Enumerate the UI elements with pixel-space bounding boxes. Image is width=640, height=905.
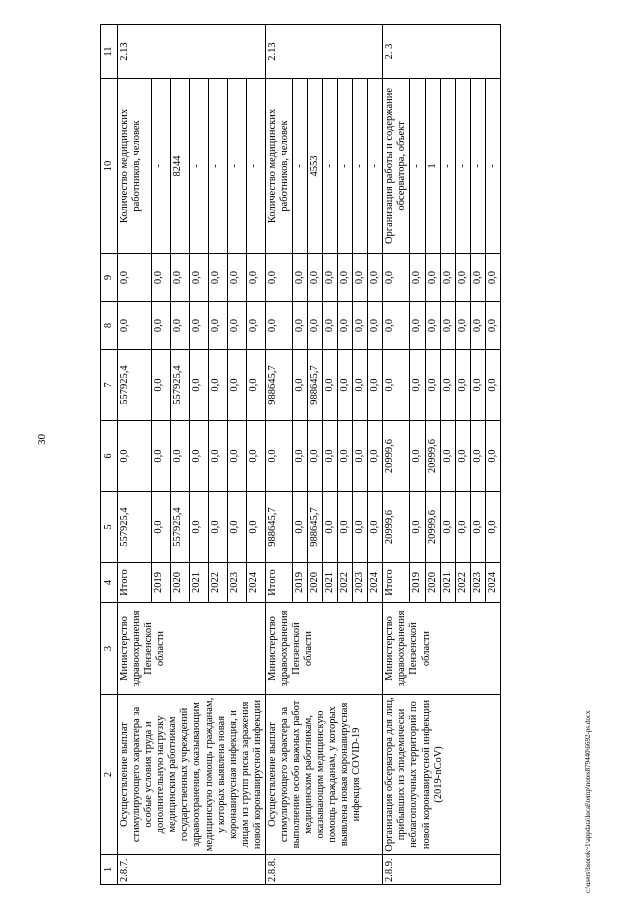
value-cell: 0,0	[485, 302, 500, 350]
measure-name-cell: Осуществление выплат стимулирующего характера за особые условия труда и дополнительную нагрузку медицинским работникам государственных учреждений здравоохранения, оказывающим медицинскую помощь гражданам, у которых выявлена новая коронавирусная инфекция, и лицам из групп риска заражения новой коронавирусной инфекции	[118, 695, 266, 855]
code-cell: 2.13	[118, 25, 266, 79]
value-cell: 0,0	[338, 254, 353, 302]
indicator-value-cell: -	[470, 79, 485, 254]
year-cell: 2022	[338, 563, 353, 603]
value-cell: 0,0	[410, 492, 425, 563]
value-cell: 0,0	[227, 350, 246, 421]
value-cell: 0,0	[152, 421, 171, 492]
indicator-value-cell: -	[368, 79, 383, 254]
indicator-value-cell: -	[246, 79, 265, 254]
total-cell: 0,0	[383, 302, 410, 350]
year-cell: 2024	[368, 563, 383, 603]
value-cell: 0,0	[368, 492, 383, 563]
row-id-cell: 2.8.8.	[265, 855, 383, 885]
value-cell: 0,0	[323, 302, 338, 350]
page-number: 30	[36, 434, 48, 445]
executor-cell: Министерство здравоохранения Пензенской области	[265, 603, 383, 695]
year-cell: 2019	[152, 563, 171, 603]
value-cell: 0,0	[227, 254, 246, 302]
value-cell: 0,0	[455, 492, 470, 563]
indicator-value-cell: -	[338, 79, 353, 254]
total-cell: 557925,4	[118, 492, 152, 563]
value-cell: 0,0	[470, 254, 485, 302]
value-cell: 0,0	[152, 254, 171, 302]
value-cell: 0,0	[152, 302, 171, 350]
executor-cell: Министерство здравоохранения Пензенской области	[383, 603, 501, 695]
measure-name-cell: Осуществление выплат стимулирующего характера за выполнение особо важных работ медицинским работникам, оказывающим медицинскую помощь гражданам, у которых выявлена новая коронавирусная инфекция COVID-19	[265, 695, 383, 855]
value-cell: 0,0	[485, 350, 500, 421]
indicator-value-cell: 8244	[171, 79, 190, 254]
year-cell: 2019	[292, 563, 307, 603]
table-wrapper	[100, 25, 580, 885]
value-cell: 0,0	[425, 350, 440, 421]
indicator-value-cell: 1	[425, 79, 440, 254]
indicator-value-cell: -	[190, 79, 209, 254]
year-cell: 2019	[410, 563, 425, 603]
value-cell: 0,0	[338, 492, 353, 563]
value-cell: 0,0	[353, 421, 368, 492]
value-cell: 0,0	[440, 421, 455, 492]
value-cell: 0,0	[190, 302, 209, 350]
value-cell: 0,0	[246, 350, 265, 421]
value-cell: 0,0	[208, 350, 227, 421]
col-num: 11	[101, 25, 118, 79]
value-cell: 0,0	[190, 254, 209, 302]
value-cell: 0,0	[246, 302, 265, 350]
year-cell: 2023	[353, 563, 368, 603]
total-cell: 20999,6	[383, 421, 410, 492]
col-num: 3	[101, 603, 118, 695]
indicator-value-cell: -	[152, 79, 171, 254]
value-cell: 0,0	[246, 492, 265, 563]
value-cell: 0,0	[470, 421, 485, 492]
total-cell: 0,0	[265, 421, 292, 492]
column-number-row	[101, 25, 118, 885]
value-cell: 0,0	[190, 492, 209, 563]
value-cell: 988645,7	[308, 492, 323, 563]
total-cell: 0,0	[265, 302, 292, 350]
value-cell: 0,0	[323, 492, 338, 563]
value-cell: 0,0	[246, 254, 265, 302]
value-cell: 0,0	[323, 254, 338, 302]
value-cell: 0,0	[152, 350, 171, 421]
value-cell: 0,0	[470, 302, 485, 350]
value-cell: 0,0	[338, 421, 353, 492]
year-cell: 2022	[455, 563, 470, 603]
value-cell: 0,0	[485, 421, 500, 492]
value-cell: 0,0	[470, 492, 485, 563]
row-id-cell: 2.8.9.	[383, 855, 501, 885]
total-cell: Итого	[118, 563, 152, 603]
row-id-cell: 2.8.7.	[118, 855, 266, 885]
value-cell: 0,0	[208, 492, 227, 563]
col-num: 4	[101, 563, 118, 603]
year-cell: 2024	[246, 563, 265, 603]
value-cell: 0,0	[455, 421, 470, 492]
indicator-value-cell: -	[455, 79, 470, 254]
value-cell: 0,0	[152, 492, 171, 563]
value-cell: 0,0	[292, 302, 307, 350]
code-cell: 2. 3	[383, 25, 501, 79]
year-cell: 2020	[171, 563, 190, 603]
value-cell: 0,0	[338, 350, 353, 421]
year-cell: 2021	[440, 563, 455, 603]
table-row	[383, 25, 410, 885]
table-row	[118, 25, 152, 885]
year-cell: 2020	[308, 563, 323, 603]
indicator-cell: Организация работы и содержание обсерватора, объект	[383, 79, 410, 254]
value-cell: 0,0	[323, 421, 338, 492]
value-cell: 20999,6	[425, 421, 440, 492]
indicator-cell: Количество медицинских работников, человек	[265, 79, 292, 254]
value-cell: 0,0	[292, 492, 307, 563]
value-cell: 0,0	[455, 350, 470, 421]
value-cell: 0,0	[190, 350, 209, 421]
total-cell: Итого	[383, 563, 410, 603]
col-num: 6	[101, 421, 118, 492]
table-row	[265, 25, 292, 885]
value-cell: 0,0	[353, 302, 368, 350]
value-cell: 0,0	[425, 254, 440, 302]
value-cell: 0,0	[308, 421, 323, 492]
value-cell: 0,0	[323, 350, 338, 421]
value-cell: 0,0	[410, 254, 425, 302]
total-cell: 0,0	[118, 302, 152, 350]
value-cell: 0,0	[425, 302, 440, 350]
total-cell: 988645,7	[265, 350, 292, 421]
total-cell: 20999,6	[383, 492, 410, 563]
value-cell: 0,0	[368, 421, 383, 492]
value-cell: 0,0	[227, 421, 246, 492]
value-cell: 0,0	[455, 254, 470, 302]
code-cell: 2.13	[265, 25, 383, 79]
value-cell: 988645,7	[308, 350, 323, 421]
indicator-value-cell: -	[440, 79, 455, 254]
footer-path: c:\users\bsorok~1\appdata\local\temp\notes879440\6692-ps.docx	[584, 710, 592, 893]
col-num: 8	[101, 302, 118, 350]
value-cell: 0,0	[410, 421, 425, 492]
year-cell: 2023	[227, 563, 246, 603]
value-cell: 0,0	[353, 254, 368, 302]
col-num: 5	[101, 492, 118, 563]
col-num: 10	[101, 79, 118, 254]
value-cell: 0,0	[368, 350, 383, 421]
value-cell: 0,0	[171, 421, 190, 492]
total-cell: 0,0	[118, 421, 152, 492]
value-cell: 557925,4	[171, 492, 190, 563]
value-cell: 0,0	[440, 302, 455, 350]
year-cell: 2022	[208, 563, 227, 603]
indicator-value-cell: -	[323, 79, 338, 254]
value-cell: 0,0	[368, 254, 383, 302]
value-cell: 0,0	[292, 421, 307, 492]
col-num: 9	[101, 254, 118, 302]
value-cell: 0,0	[440, 254, 455, 302]
indicator-value-cell: -	[410, 79, 425, 254]
indicator-value-cell: -	[292, 79, 307, 254]
value-cell: 0,0	[208, 254, 227, 302]
value-cell: 0,0	[308, 302, 323, 350]
value-cell: 0,0	[368, 302, 383, 350]
col-num: 7	[101, 350, 118, 421]
value-cell: 0,0	[208, 302, 227, 350]
total-cell: Итого	[265, 563, 292, 603]
value-cell: 0,0	[292, 254, 307, 302]
value-cell: 0,0	[485, 492, 500, 563]
col-num: 2	[101, 695, 118, 855]
value-cell: 0,0	[485, 254, 500, 302]
value-cell: 0,0	[227, 302, 246, 350]
value-cell: 0,0	[410, 350, 425, 421]
total-cell: 0,0	[265, 254, 292, 302]
indicator-value-cell: -	[485, 79, 500, 254]
year-cell: 2023	[470, 563, 485, 603]
value-cell: 0,0	[292, 350, 307, 421]
year-cell: 2024	[485, 563, 500, 603]
value-cell: 0,0	[227, 492, 246, 563]
value-cell: 0,0	[353, 492, 368, 563]
value-cell: 0,0	[440, 350, 455, 421]
indicator-value-cell: -	[208, 79, 227, 254]
value-cell: 0,0	[171, 302, 190, 350]
indicator-value-cell: -	[227, 79, 246, 254]
indicator-value-cell: -	[353, 79, 368, 254]
value-cell: 0,0	[353, 350, 368, 421]
col-num: 1	[101, 855, 118, 885]
year-cell: 2021	[323, 563, 338, 603]
total-cell: 0,0	[383, 254, 410, 302]
total-cell: 0,0	[383, 350, 410, 421]
value-cell: 20999,6	[425, 492, 440, 563]
executor-cell: Министерство здравоохранения Пензенской области	[118, 603, 266, 695]
value-cell: 0,0	[455, 302, 470, 350]
measure-name-cell: Организация обсерватора для лиц, прибывших из эпидемически неблагополучных территорий по новой коронавирусной инфекции (2019-nCoV)	[383, 695, 501, 855]
total-cell: 557925,4	[118, 350, 152, 421]
program-table	[100, 24, 501, 885]
total-cell: 988645,7	[265, 492, 292, 563]
value-cell: 0,0	[338, 302, 353, 350]
value-cell: 0,0	[308, 254, 323, 302]
value-cell: 0,0	[410, 302, 425, 350]
year-cell: 2021	[190, 563, 209, 603]
indicator-cell: Количество медицинских работников, человек	[118, 79, 152, 254]
value-cell: 557925,4	[171, 350, 190, 421]
value-cell: 0,0	[440, 492, 455, 563]
value-cell: 0,0	[208, 421, 227, 492]
year-cell: 2020	[425, 563, 440, 603]
value-cell: 0,0	[190, 421, 209, 492]
value-cell: 0,0	[246, 421, 265, 492]
value-cell: 0,0	[171, 254, 190, 302]
value-cell: 0,0	[470, 350, 485, 421]
indicator-value-cell: 4553	[308, 79, 323, 254]
total-cell: 0,0	[118, 254, 152, 302]
